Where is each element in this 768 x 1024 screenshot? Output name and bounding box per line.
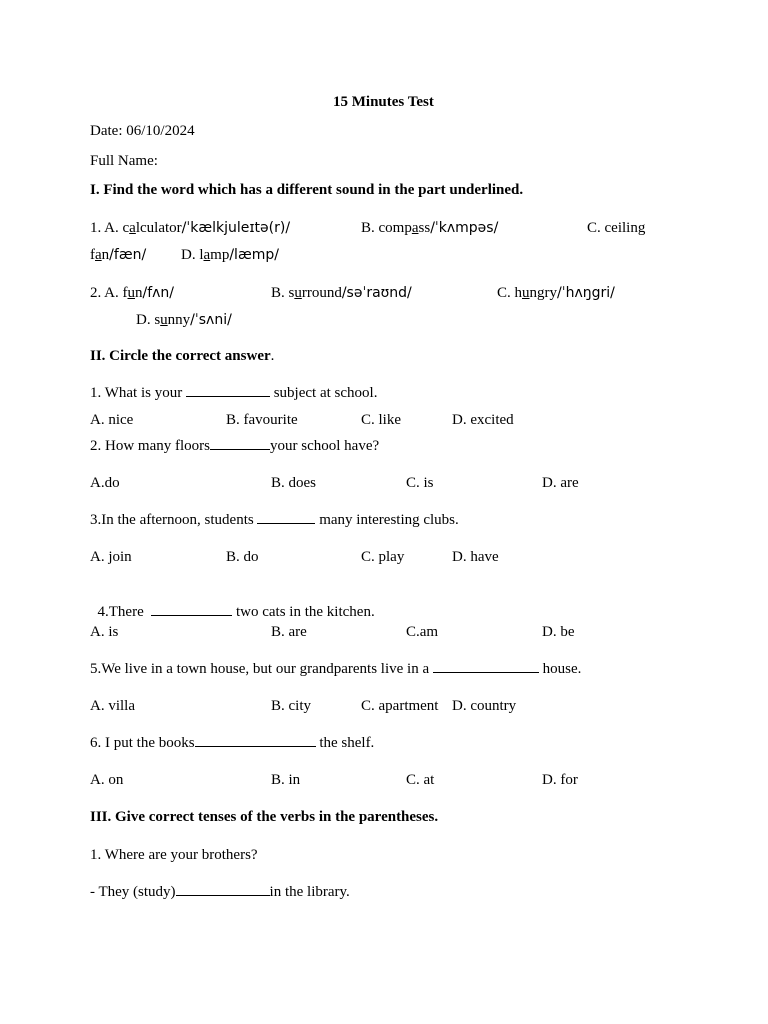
ipa-transcription: /fʌn/	[142, 285, 175, 301]
s1-q1-option-c-line1: C. ceiling	[587, 220, 646, 236]
s2-q4-question: 4.There two cats in the kitchen.	[97, 604, 375, 620]
section-3-heading: III. Give correct tenses of the verbs in the parentheses.	[90, 809, 439, 825]
answer-blank[interactable]	[433, 660, 539, 673]
s2-q6-option-c: C. at	[406, 772, 435, 788]
section-1-heading: I. Find the word which has a different sound in the part underlined.	[90, 182, 524, 198]
date-line: Date: 06/10/2024	[90, 123, 195, 139]
s2-q5-option-c: C. apartment	[361, 698, 439, 714]
s2-q6-option-d: D. for	[542, 772, 578, 788]
underlined-letter: u	[160, 312, 168, 328]
s1-q2-option-d: D. sunny/ˈsʌni/	[136, 312, 232, 328]
s1-q2-option-b: B. surround/səˈraʊnd/	[271, 285, 412, 301]
underlined-letter: a	[203, 247, 211, 263]
s2-q2-option-a: A.do	[90, 475, 120, 491]
s1-q1-option-b: B. compass/ˈkʌmpəs/	[361, 220, 499, 236]
s2-q1-option-a: A. nice	[90, 412, 134, 428]
s2-q1-option-b: B. favourite	[226, 412, 298, 428]
s1-q2-option-a: 2. A. fun/fʌn/	[90, 285, 175, 301]
s2-q4-option-c: C.am	[406, 624, 439, 640]
s2-q1-option-d: D. excited	[452, 412, 514, 428]
underlined-letter: a	[129, 220, 136, 236]
underlined-letter: u	[522, 285, 530, 301]
s2-q4-option-b: B. are	[271, 624, 307, 640]
ipa-transcription: /læmp/	[229, 247, 279, 263]
s2-q3-question: 3.In the afternoon, students many interesting clubs.	[90, 512, 459, 528]
s3-q1-answer: - They (study) in the library.	[90, 884, 350, 900]
s2-q1-question: 1. What is your subject at school.	[90, 385, 378, 401]
s2-q2-question: 2. How many floors your school have?	[90, 438, 380, 454]
s3-q1-question: 1. Where are your brothers?	[90, 847, 258, 863]
underlined-letter: a	[95, 247, 102, 263]
ipa-transcription: /ˈsʌni/	[190, 312, 232, 328]
s2-q5-option-d: D. country	[452, 698, 517, 714]
test-title: 15 Minutes Test	[333, 94, 434, 110]
s2-q6-option-b: B. in	[271, 772, 301, 788]
s2-q3-option-c: C. play	[361, 549, 405, 565]
answer-blank[interactable]	[210, 437, 270, 450]
s2-q2-option-d: D. are	[542, 475, 579, 491]
s2-q6-question: 6. I put the books the shelf.	[90, 735, 375, 751]
answer-blank[interactable]	[257, 511, 315, 524]
answer-blank[interactable]	[195, 734, 316, 747]
s1-q2-option-c: C. hungry/ˈhʌŋgri/	[497, 285, 615, 301]
s2-q5-question: 5.We live in a town house, but our grandparents live in a house.	[90, 661, 582, 677]
s1-q1-option-a: 1. A. calculator/ˈkælkjuleɪtə(r)/	[90, 220, 291, 236]
underlined-letter: a	[411, 220, 419, 236]
s1-q1-option-c-line2: fan/fæn/	[90, 247, 147, 263]
section-2-heading: II. Circle the correct answer.	[90, 348, 275, 364]
underlined-letter: u	[294, 285, 302, 301]
s2-q4-option-d: D. be	[542, 624, 575, 640]
underlined-letter: u	[127, 285, 135, 301]
full-name-line: Full Name:	[90, 153, 158, 169]
answer-blank[interactable]	[151, 603, 232, 616]
ipa-transcription: /fæn/	[109, 247, 147, 263]
s1-q1-option-d: D. lamp/læmp/	[181, 247, 279, 263]
s2-q3-option-a: A. join	[90, 549, 132, 565]
s2-q1-option-c: C. like	[361, 412, 401, 428]
s2-q3-option-b: B. do	[226, 549, 259, 565]
s2-q6-option-a: A. on	[90, 772, 124, 788]
ipa-transcription: /ˈkʌmpəs/	[430, 220, 499, 236]
s2-q5-option-b: B. city	[271, 698, 311, 714]
s2-q5-option-a: A. villa	[90, 698, 135, 714]
s2-q2-option-b: B. does	[271, 475, 316, 491]
s2-q3-option-d: D. have	[452, 549, 499, 565]
ipa-transcription: /səˈraʊnd/	[341, 285, 412, 301]
s2-q2-option-c: C. is	[406, 475, 434, 491]
ipa-transcription: /ˈhʌŋgri/	[557, 285, 615, 301]
answer-blank[interactable]	[176, 883, 270, 896]
answer-blank[interactable]	[186, 384, 270, 397]
ipa-transcription: /ˈkælkjuleɪtə(r)/	[181, 220, 291, 236]
s2-q4-option-a: A. is	[90, 624, 119, 640]
